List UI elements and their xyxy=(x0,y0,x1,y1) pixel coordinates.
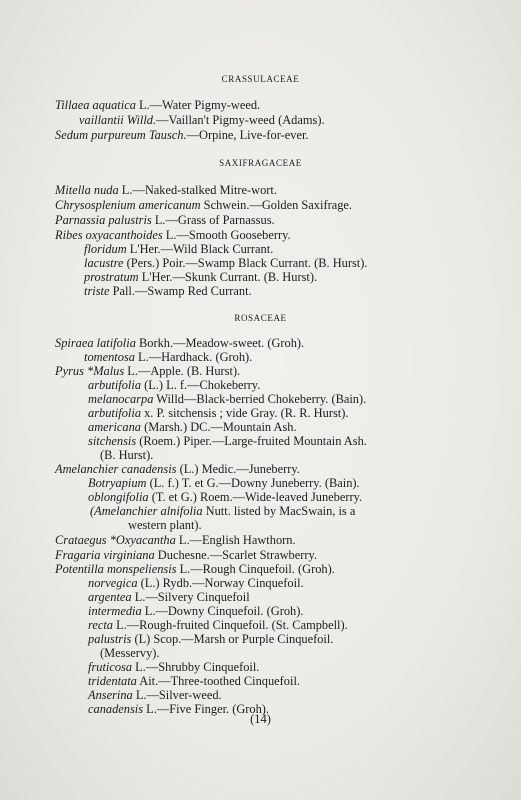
species-entry xyxy=(90,504,355,518)
species-description: L.—Five Finger. (Groh). xyxy=(143,702,270,716)
species-entry xyxy=(88,490,362,504)
species-name: Ribes oxyacanthoides xyxy=(55,228,163,242)
species-name: Parnassia palustris xyxy=(55,213,152,227)
section-heading-crassulaceae: CRASSULACEAE xyxy=(221,74,300,84)
species-entry xyxy=(88,618,348,632)
species-name: tomentosa xyxy=(84,350,135,364)
species-description: (B. Hurst). xyxy=(100,448,154,462)
page-number: (14) xyxy=(250,712,271,726)
species-description: (Roem.) Piper.—Large-fruited Mountain Ash. xyxy=(136,434,367,448)
species-entry xyxy=(55,336,304,350)
species-description: —Vaillan't Pigmy-weed (Adams). xyxy=(156,113,325,127)
section-heading-rosaceae: ROSACEAE xyxy=(234,313,287,323)
species-entry xyxy=(88,476,360,490)
species-entry xyxy=(88,590,250,604)
species-entry xyxy=(84,270,317,284)
species-name: Anserina xyxy=(88,688,133,702)
species-description: L.—Water Pigmy-weed. xyxy=(135,98,261,112)
species-entry xyxy=(100,448,153,462)
species-description: L'Her.—Wild Black Currant. xyxy=(126,242,274,256)
species-description: Borkh.—Meadow-sweet. (Groh). xyxy=(135,336,305,350)
species-description: Pall.—Swamp Red Currant. xyxy=(109,284,252,298)
species-entry xyxy=(88,392,366,406)
species-entry xyxy=(55,128,309,142)
species-description: L.—Shrubby Cinquefoil. xyxy=(132,660,260,674)
species-name: lacustre xyxy=(84,256,124,270)
species-description: L.—English Hawthorn. xyxy=(175,533,296,547)
species-entry xyxy=(55,364,240,378)
species-entry xyxy=(84,350,252,364)
species-entry xyxy=(79,113,325,127)
species-description: L.—Rough-fruited Cinquefoil. (St. Campbell). xyxy=(113,618,348,632)
species-entry xyxy=(84,256,367,270)
species-name: arbutifolia xyxy=(88,406,142,420)
species-name: oblongifolia xyxy=(88,490,149,504)
species-entry xyxy=(55,198,352,212)
species-entry xyxy=(55,533,296,547)
species-name: Sedum purpureum Tausch. xyxy=(55,128,187,142)
species-name: triste xyxy=(84,284,110,298)
species-description: L.—Naked-stalked Mitre-wort. xyxy=(118,183,277,197)
species-name: arbutifolia xyxy=(88,378,142,392)
species-entry xyxy=(55,462,300,476)
species-name: melanocarpa xyxy=(88,392,154,406)
species-name: Amelanchier canadensis xyxy=(55,462,177,476)
species-entry xyxy=(55,562,335,576)
species-description: L.—Silvery Cinquefoil xyxy=(131,590,250,604)
species-description: (T. et G.) Roem.—Wide-leaved Juneberry. xyxy=(148,490,363,504)
species-description: L.—Downy Cinquefoil. (Groh). xyxy=(141,604,304,618)
species-entry xyxy=(88,632,333,646)
species-name: Spiraea latifolia xyxy=(55,336,136,350)
species-entry xyxy=(88,674,300,688)
species-name: fruticosa xyxy=(88,660,133,674)
species-entry xyxy=(88,688,222,702)
section-heading-saxifragaceae: SAXIFRAGACEAE xyxy=(219,158,302,168)
species-entry xyxy=(88,420,297,434)
species-description: x. P. sitchensis ; vide Gray. (R. R. Hurst). xyxy=(141,406,349,420)
species-description: Schwein.—Golden Saxifrage. xyxy=(200,198,352,212)
species-name: Chrysosplenium americanum xyxy=(55,198,201,212)
species-name: norvegica xyxy=(88,576,138,590)
species-entry xyxy=(55,228,291,242)
species-description: Willd—Black-berried Chokeberry. (Bain). xyxy=(153,392,367,406)
species-description: (L.) Rydb.—Norway Cinquefoil. xyxy=(137,576,304,590)
species-entry xyxy=(88,660,259,674)
species-description: (L.) Medic.—Juneberry. xyxy=(176,462,300,476)
species-name: Fragaria virginiana xyxy=(55,548,155,562)
species-name: Potentilla monspeliensis xyxy=(55,562,177,576)
species-name: intermedia xyxy=(88,604,142,618)
species-description: (L. f.) T. et G.—Downy Juneberry. (Bain). xyxy=(146,476,360,490)
species-entry xyxy=(84,284,252,298)
species-name: Pyrus *Malus xyxy=(55,364,125,378)
species-name: sitchensis xyxy=(88,434,137,448)
species-entry xyxy=(84,242,273,256)
species-name: Botryapium xyxy=(88,476,147,490)
species-entry xyxy=(88,604,303,618)
species-description: western plant). xyxy=(128,518,202,532)
species-description: L.—Grass of Parnassus. xyxy=(151,213,275,227)
species-description: L.—Rough Cinquefoil. (Groh). xyxy=(176,562,335,576)
species-entry xyxy=(55,213,275,227)
species-description: —Orpine, Live-for-ever. xyxy=(186,128,309,142)
species-name: Crataegus *Oxyacantha xyxy=(55,533,176,547)
species-description: (Marsh.) DC.—Mountain Ash. xyxy=(141,420,297,434)
species-name: Mitella nuda xyxy=(55,183,119,197)
species-description: (L.) L. f.—Chokeberry. xyxy=(141,378,261,392)
species-description: L'Her.—Skunk Currant. (B. Hurst). xyxy=(138,270,318,284)
species-name: Tillaea aquatica xyxy=(55,98,136,112)
species-description: L.—Apple. (B. Hurst). xyxy=(124,364,241,378)
species-entry xyxy=(88,434,367,448)
species-description: (L) Scop.—Marsh or Purple Cinquefoil. xyxy=(131,632,334,646)
species-description: L.—Smooth Gooseberry. xyxy=(162,228,291,242)
species-description: L.—Hardhack. (Groh). xyxy=(134,350,253,364)
species-description: Ait.—Three-toothed Cinquefoil. xyxy=(136,674,300,688)
species-entry xyxy=(88,576,304,590)
species-name: tridentata xyxy=(88,674,137,688)
species-name: palustris xyxy=(88,632,132,646)
species-entry xyxy=(128,518,202,532)
species-name: argentea xyxy=(88,590,132,604)
species-entry xyxy=(88,378,260,392)
species-name: americana xyxy=(88,420,141,434)
species-entry xyxy=(55,183,277,197)
species-name: recta xyxy=(88,618,113,632)
species-entry xyxy=(55,548,317,562)
species-name: floridum xyxy=(84,242,127,256)
species-entry xyxy=(88,406,348,420)
species-name: canadensis xyxy=(88,702,144,716)
species-name: (Amelanchier alnifolia xyxy=(90,504,203,518)
species-description: Nutt. listed by MacSwain, is a xyxy=(202,504,356,518)
species-description: Duchesne.—Scarlet Strawberry. xyxy=(154,548,317,562)
species-description: (Pers.) Poir.—Swamp Black Currant. (B. Hurst). xyxy=(123,256,368,270)
species-entry xyxy=(55,98,260,112)
species-name: vaillantii Willd. xyxy=(79,113,157,127)
species-description: L.—Silver-weed. xyxy=(132,688,222,702)
species-description: (Messervy). xyxy=(100,646,160,660)
species-entry xyxy=(100,646,160,660)
species-name: prostratum xyxy=(84,270,139,284)
